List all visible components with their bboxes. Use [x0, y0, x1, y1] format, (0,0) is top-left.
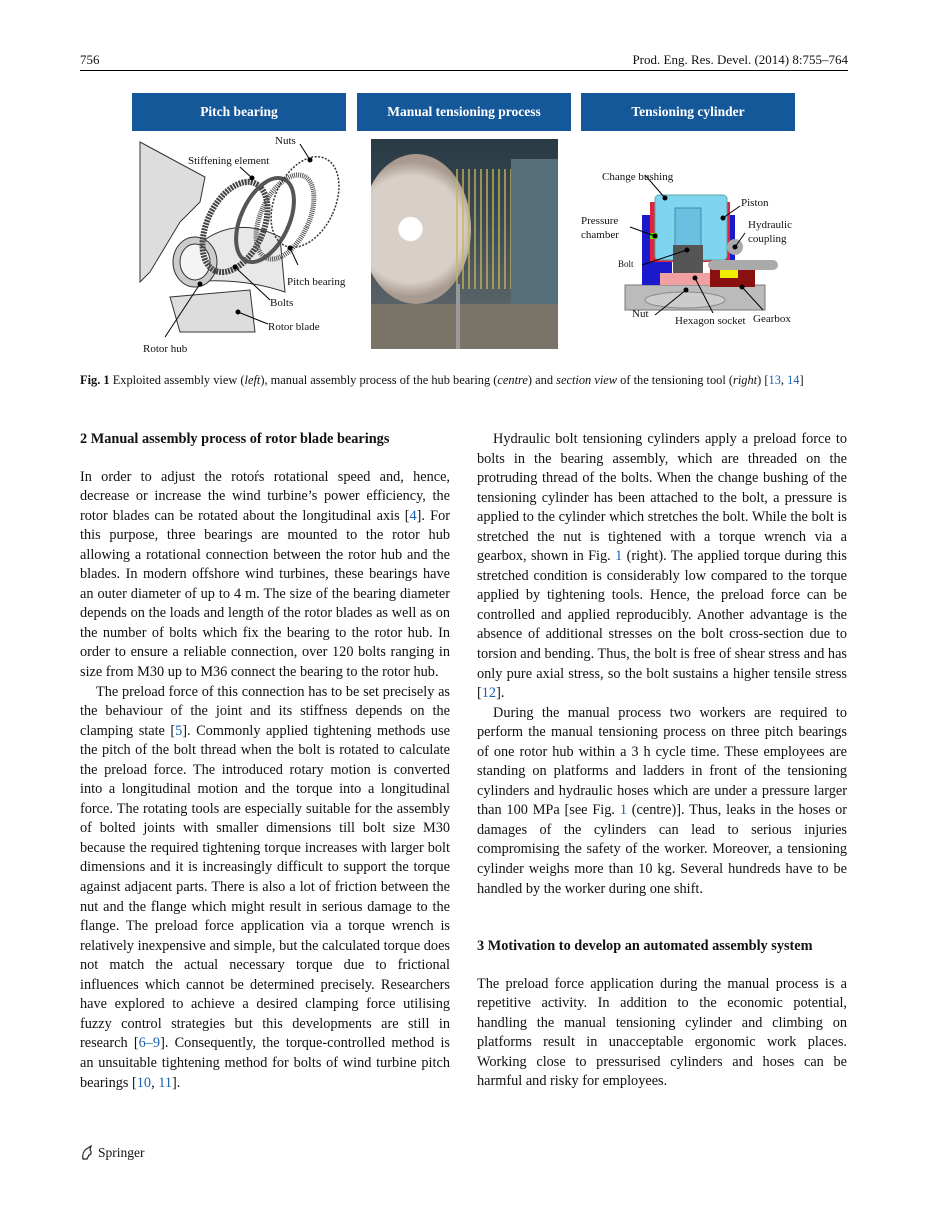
label-nuts: Nuts	[275, 135, 296, 147]
label-piston: Piston	[741, 197, 769, 209]
text-segment: ) [	[757, 373, 769, 387]
citation-link[interactable]: 1	[619, 802, 627, 819]
label-nut: Nut	[632, 308, 649, 320]
banner-manual-process: Manual tensioning process	[357, 93, 571, 131]
label-gearbox: Gearbox	[753, 313, 791, 325]
text-segment: ,	[151, 1074, 159, 1091]
label-chamber: chamber	[581, 229, 619, 241]
text-segment: right	[733, 373, 758, 387]
citation-link[interactable]: 12	[481, 685, 497, 702]
text-segment: ]. Consequently, the torque-controlled method is an unsuitable tightening method for bolts of wind turbine pitch bearings [	[80, 1035, 450, 1091]
text-segment: The preload force of this connection has to be set precisely as the behaviour of the joint and its stiffness depends on the clamping state [	[80, 683, 450, 739]
manual-tensioning-photo	[371, 139, 558, 349]
paragraph	[80, 468, 450, 683]
label-bolt: Bolt	[618, 259, 634, 269]
text-segment: The preload force application during the manual process is a repetitive activity. In addition to the economic potential, handling the manual tensioning cylinder and climbing on platforms result in unacceptable ergonomic work places. Working close to pressurised cylinders and hoses can be harmful and risky for employees.	[477, 975, 847, 1090]
label-rotor-blade: Rotor blade	[268, 321, 320, 333]
text-segment: (right). The applied torque during this stretched condition is considerably low compared to the torque applied by tightening tools. Hence, the preload force can be controlled and applied reproducibly. Another advantage is the absence of additional stresses on the bolt cross-section due to torsion and bending. Thus, the bolt is free of shear stress and has only pure axial stress, so the bolt sustains a higher tensile stress [	[477, 548, 847, 702]
label-hydraulic: Hydraulic	[748, 219, 792, 231]
citation-link[interactable]: 11	[158, 1074, 173, 1091]
label-coupling: coupling	[748, 233, 787, 245]
text-segment: (centre)]. Thus, leaks in the hoses or damages of the cylinders can lead to serious injuries compromising the safety of the worker. Moreover, a tensioning cylinder weighs more than 10 kg. Several hundreds have to be handled by the worker during one shift.	[477, 802, 847, 897]
paragraph	[477, 975, 847, 1092]
paragraph	[80, 683, 450, 1093]
text-segment: ), manual assembly process of the hub bearing (	[260, 373, 498, 387]
citation-link[interactable]: 1	[615, 548, 623, 565]
label-pressure: Pressure	[581, 215, 619, 227]
banner-pitch-bearing: Pitch bearing	[132, 93, 346, 131]
header-rule	[80, 70, 848, 71]
springer-horse-icon	[80, 1145, 94, 1161]
text-segment: ,	[780, 373, 788, 387]
label-hexagon-socket: Hexagon socket	[675, 315, 746, 327]
paragraph	[477, 704, 847, 899]
publisher-name: Springer	[98, 1145, 145, 1160]
label-change-bushing: Change bushing	[602, 171, 674, 183]
publisher-footer	[80, 1145, 145, 1161]
text-segment: ) and	[527, 373, 557, 387]
text-segment: During the manual process two workers are required to perform the manual tensioning process on three pitch bearings of one rotor hub within a 3 h cycle time. These employees are standing on platforms and ladders in front of the tensioning cylinders and hydraulic hoses which are under a pressure larger than 100 MPa [see Fig.	[477, 704, 847, 819]
right-column	[477, 430, 847, 1092]
text-segment: ]. Commonly applied tightening methods use the pitch of the bolt thread when the bolt is rotated to calculate the preload force. The introduced rotary motion is converted into a longitudinal motion and the torque into a longitudinal force. The rotating tools are especially suitable for the assembly of bolted joints with smaller dimensions till bolt size M30 because the required tightening torque increases with larger bolt dimensions and it is increasingly difficult to support the torque against adjacent parts. There is also a lot of friction between the nut and the flange which might result in serious damage to the flange. The preload force application via a torque wrench is relatively inexpensive and simple, but the calculated torque does not match the actual necessary torque due to frictional influences which cannot be determined precisely. Researchers have explored to achieve a desired clamping force utilising fuzzy control strategies but this developments are still in research [	[80, 722, 450, 1052]
text-segment: Exploited assembly view (	[109, 373, 245, 387]
label-bolts: Bolts	[270, 297, 294, 309]
text-segment: ]. For this purpose, three bearings are mounted to the rotor hub allowing a rotational connection between the rotor hub and the blades. In modern offshore wind turbines, these bearings have an outer diameter of up to 4 m. The size of the bearing diameter depends on the loads and length of the rotor blades as well as on the number of bolts which fix the bearing to the rotor hub. In order to ensure a reliable connection, over 120 bolts ranging in size from M30 up to M36 connect the bearing to the rotor hub.	[80, 507, 450, 681]
text-segment: In order to adjust the rotoŕs rotational speed and, hence, decrease or increase the wind turbine’s power efficiency, the rotor blades can be rotated about the longitudinal axis [	[80, 468, 450, 524]
text-segment: ].	[172, 1074, 181, 1091]
citation-link[interactable]: 10	[136, 1074, 152, 1091]
section-2-heading: 2 Manual assembly process of rotor blade bearings	[80, 431, 390, 447]
figure-caption	[80, 372, 848, 389]
section-3-heading: 3 Motivation to develop an automated assembly system	[477, 938, 813, 955]
text-segment: centre	[497, 373, 528, 387]
text-segment: of the tensioning tool (	[617, 373, 734, 387]
paragraph	[477, 430, 847, 704]
journal-citation: Prod. Eng. Res. Devel. (2014) 8:755–764	[632, 52, 848, 67]
banner-tensioning-cylinder: Tensioning cylinder	[581, 93, 795, 131]
label-stiffening-element: Stiffening element	[188, 155, 270, 167]
citation-link[interactable]: 5	[175, 722, 183, 739]
citation-link[interactable]: 4	[409, 507, 417, 524]
citation-link[interactable]: 6–9	[138, 1035, 161, 1052]
text-segment: Fig. 1	[80, 373, 110, 387]
label-pitch-bearing: Pitch bearing	[287, 276, 346, 288]
citation-link[interactable]: 14	[787, 373, 800, 387]
text-segment: ]	[799, 373, 804, 387]
citation-link[interactable]: 13	[768, 373, 781, 387]
text-segment: section view	[556, 373, 618, 387]
text-segment: left	[244, 373, 261, 387]
label-rotor-hub: Rotor hub	[143, 343, 188, 355]
left-column	[80, 430, 450, 1093]
text-segment: ].	[496, 685, 505, 702]
page-number: 756	[80, 52, 100, 67]
text-segment: Hydraulic bolt tensioning cylinders apply a preload force to bolts in the bearing assembly, which are threaded on the protruding thread of the bolts. When the change bushing of the tensioning cylinder has been attached to the bolt, a pressure is applied to the cylinder which stretches the bolt. While the bolt is stretched the nut is tightened with a torque wrench via a gearbox, shown in Fig.	[477, 431, 847, 565]
